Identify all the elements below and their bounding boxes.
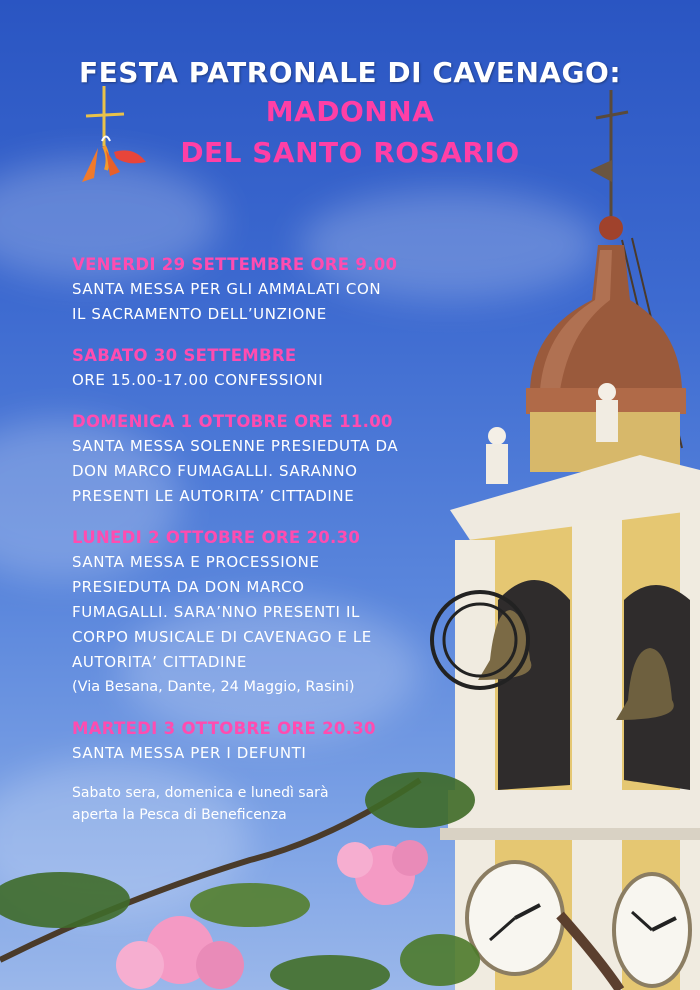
note-line: Sabato sera, domenica e lunedì sarà [72,785,329,801]
event-block [72,343,452,393]
event-line: AUTORITA’ CITTADINE [72,653,247,671]
event-date: VENERDI 29 SETTEMBRE ORE 9.00 [72,255,398,274]
note-line: aperta la Pesca di Beneficenza [72,807,287,823]
charity-note [72,782,452,826]
finial [596,400,618,442]
subtitle-line1: MADONNA [265,95,435,128]
leaves [400,934,480,986]
event-line: SANTA MESSA PER GLI AMMALATI CON [72,280,382,298]
event-date: MARTEDI 3 OTTOBRE ORE 20.30 [72,719,376,738]
event-block [72,525,452,700]
event-date: LUNEDI 2 OTTOBRE ORE 20.30 [72,528,361,547]
event-line: PRESIEDUTA DA DON MARCO [72,578,305,596]
event-line: DON MARCO FUMAGALLI. SARANNO [72,462,358,480]
event-line: ORE 15.00-17.00 CONFESSIONI [72,371,324,389]
event-line: SANTA MESSA SOLENNE PRESIEDUTA DA [72,437,399,455]
event-line: PRESENTI LE AUTORITA’ CITTADINE [72,487,355,505]
page-title: FESTA PATRONALE DI CAVENAGO: [78,56,622,89]
leaves [270,955,390,990]
event-block [72,409,452,509]
event-line: FUMAGALLI. SARA’NNO PRESENTI IL [72,603,360,621]
event-block [72,716,452,766]
event-line: CORPO MUSICALE DI CAVENAGO E LE [72,628,372,646]
finial [486,444,508,484]
entablature [448,790,700,830]
dome-ball [599,216,623,240]
event-line: SANTA MESSA PER I DEFUNTI [72,744,307,762]
leaves [0,872,130,928]
event-block [72,252,452,327]
event-schedule [72,252,452,826]
event-line: IL SACRAMENTO DELL’UNZIONE [72,305,327,323]
procession-route: (Via Besana, Dante, 24 Maggio, Rasini) [72,679,355,695]
event-date: SABATO 30 SETTEMBRE [72,346,297,365]
event-line: SANTA MESSA E PROCESSIONE [72,553,320,571]
leaves [190,883,310,927]
subtitle-line2: DEL SANTO ROSARIO [180,136,520,169]
event-date: DOMENICA 1 OTTOBRE ORE 11.00 [72,412,393,431]
